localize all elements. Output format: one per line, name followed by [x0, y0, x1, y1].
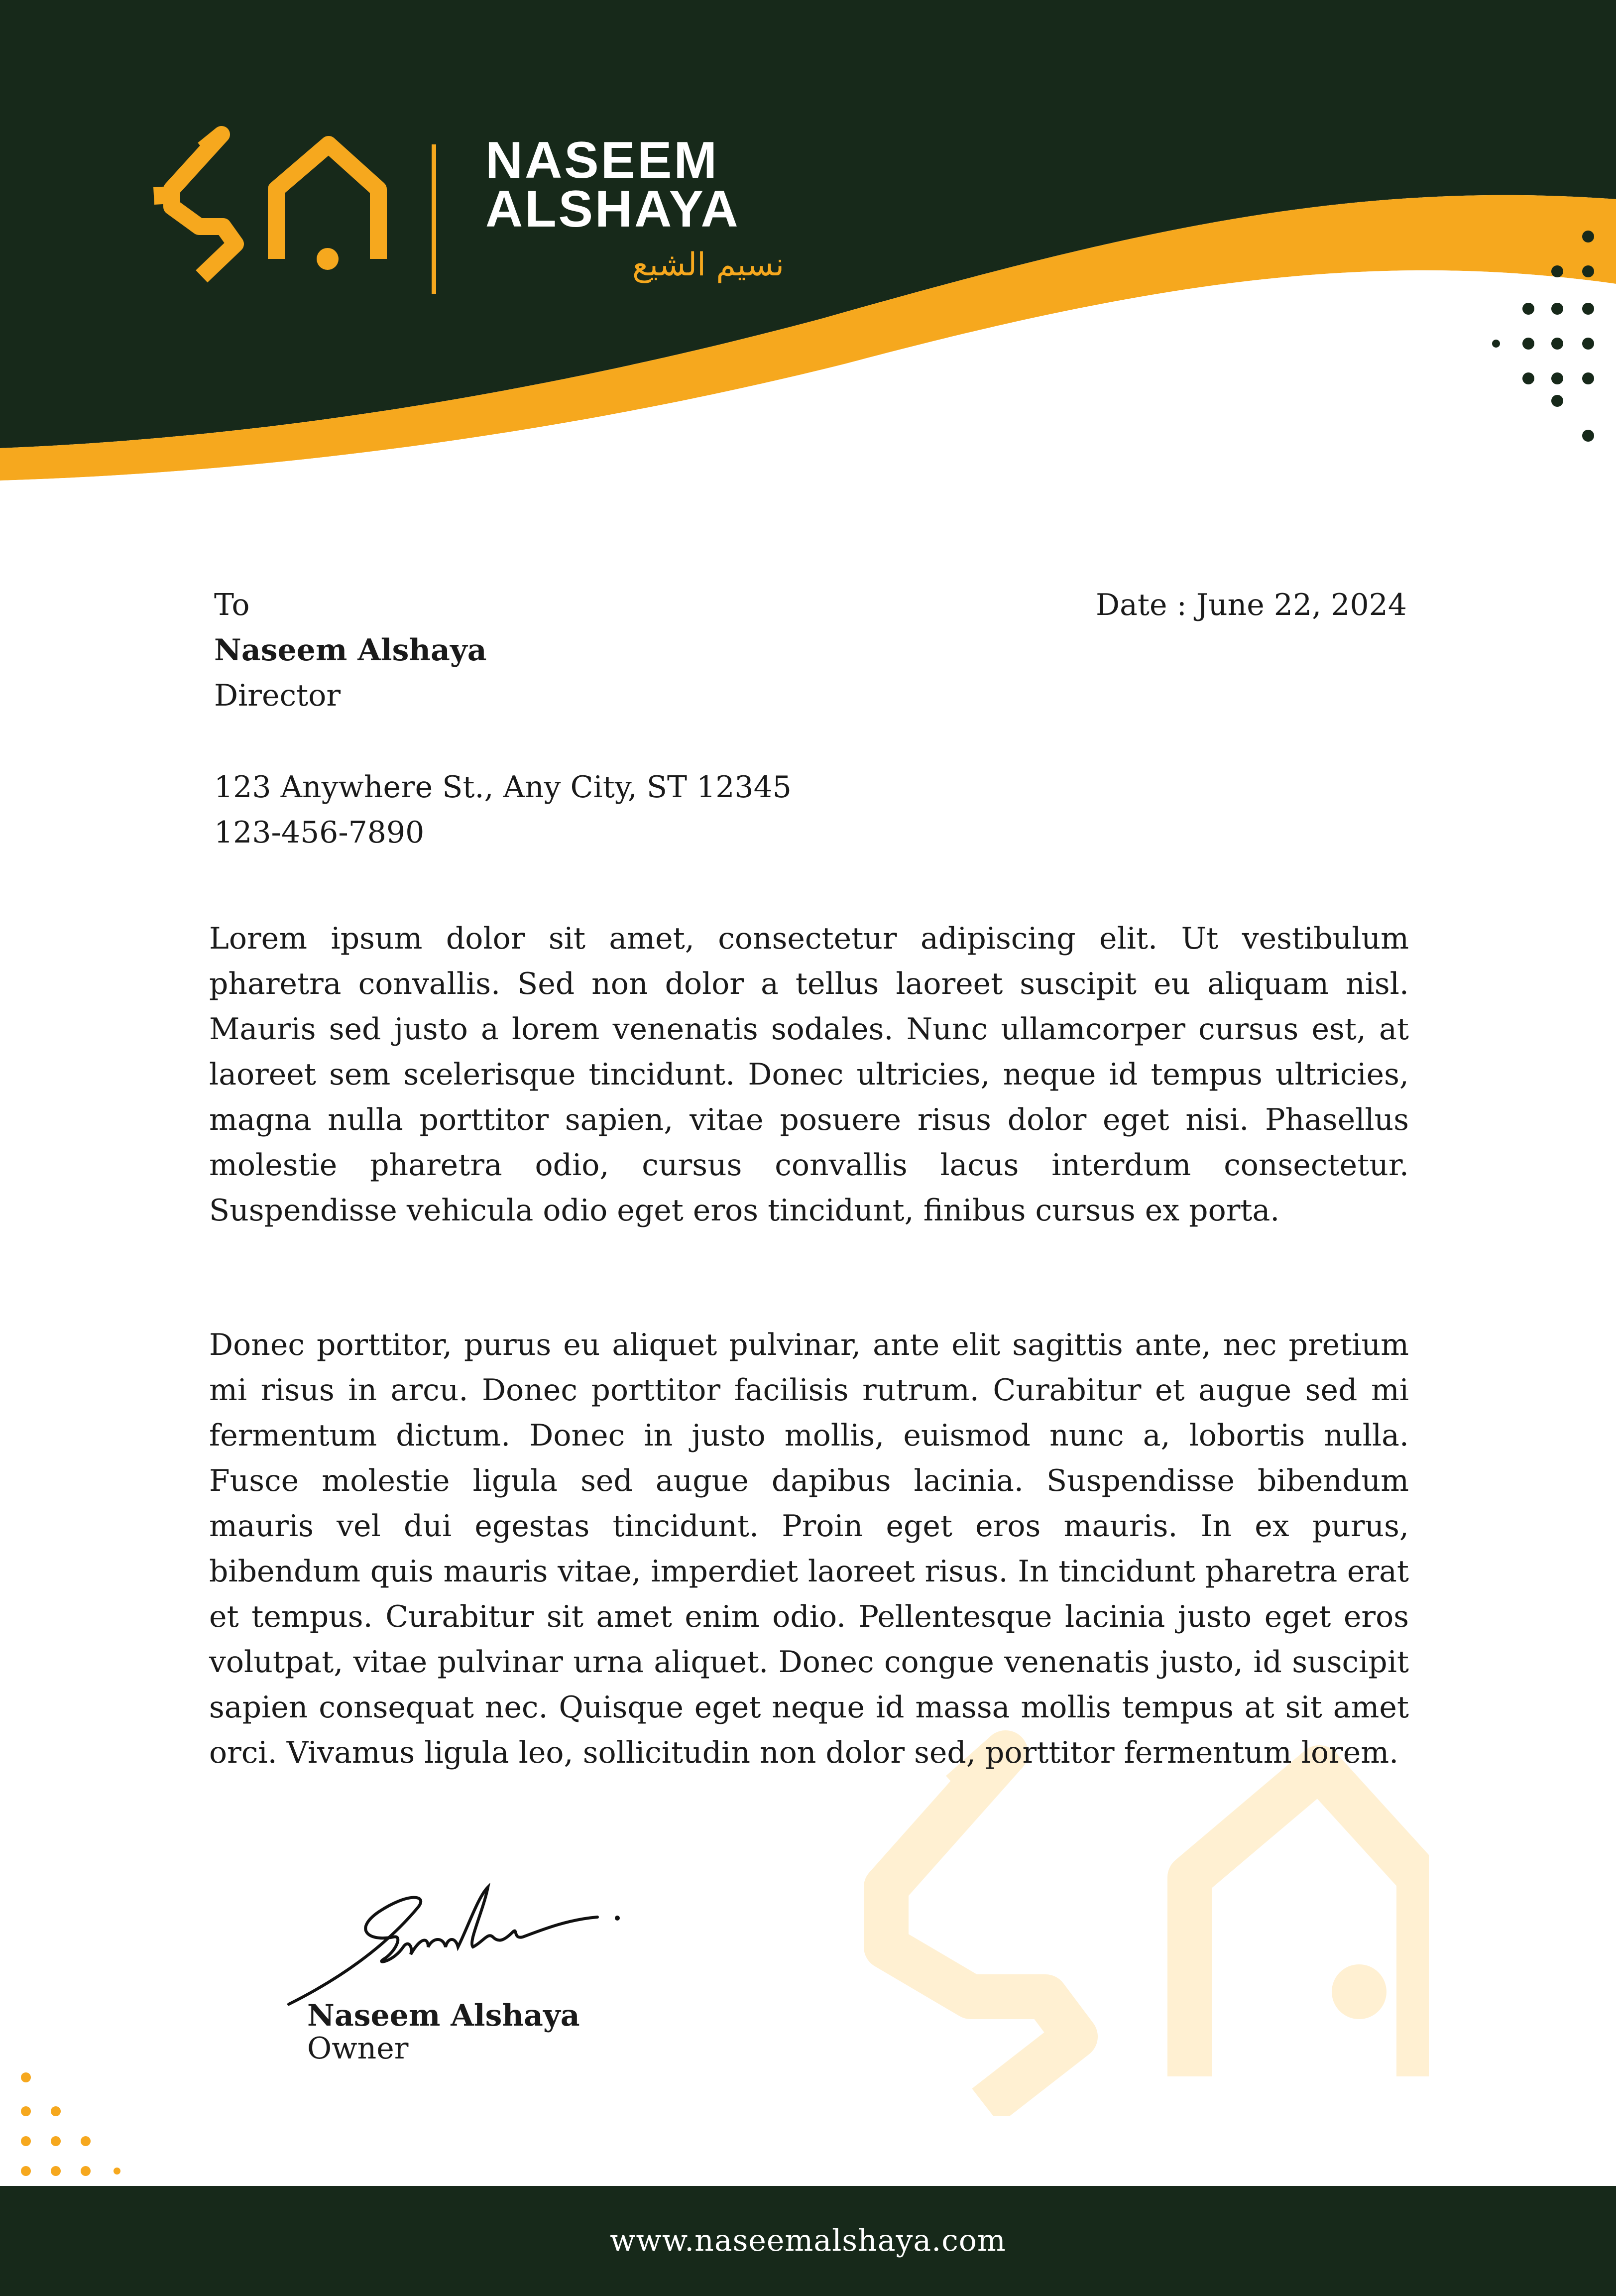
recipient-phone: 123-456-7890 [214, 815, 425, 850]
body-paragraph-2: Donec porttitor, purus eu aliquet pulvinar, ante elit sagittis ante, nec pretium mi risus in arcu. Donec porttitor facilisis rutrum. Curabitur et augue sed mi fermentum dictum. Donec in justo mollis, euismod nunc a, lobortis nulla. Fusce molestie ligula sed augue dapibus lacinia. Suspendisse bibendum mauris vel dui egestas tincidunt. Proin eget eros mauris. In ex purus, bibendum quis mauris vitae, imperdiet laoreet risus. In tincidunt pharetra erat et tempus. Curabitur sit amet enim odio. Pellentesque lacinia justo eget eros volutpat, vitae pulvinar urna aliquet. Donec congue venenatis justo, id suscipit sapien consequat nec. Quisque eget neque id massa mollis tempus at sit amet orci. Vivamus ligula leo, sollicitudin non dolor sed, porttitor fermentum lorem. [209, 1328, 1409, 1770]
recipient-block [214, 583, 487, 719]
brand-name [485, 131, 784, 285]
header-wave-graphic [0, 0, 1616, 498]
brand-name-line1: NASEEM [485, 131, 719, 189]
signature-scribble [279, 1872, 627, 2017]
recipient-title: Director [214, 678, 341, 713]
logo-watermark-icon [841, 1728, 1429, 2116]
recipient-name: Naseem Alshaya [214, 633, 487, 668]
recipient-contact [214, 765, 792, 855]
brand-name-arabic: نسيم الشيع [632, 246, 784, 283]
header-banner [0, 0, 1616, 498]
logo-dot [317, 248, 339, 270]
letter-date: Date : June 22, 2024 [1096, 588, 1407, 622]
signature-block [307, 1999, 580, 2065]
signer-role: Owner [307, 2031, 409, 2066]
logo-divider [432, 144, 436, 294]
brand-name-line2: ALSHAYA [485, 180, 740, 238]
signer-name: Naseem Alshaya [307, 1998, 580, 2033]
body-paragraph-1: Lorem ipsum dolor sit amet, consectetur adipiscing elit. Ut vestibulum pharetra convallis. Sed non dolor a tellus laoreet suscipit eu aliquam nisl. Mauris sed justo a lorem venenatis sodales. Nunc ullamcorper cursus est, at laoreet sem scelerisque tincidunt. Donec ultricies, neque id tempus ultricies, magna nulla porttitor sapien, vitae posuere risus dolor eget nisi. Phasellus molestie pharetra odio, cursus convallis lacus interdum consectetur. Suspendisse vehicula odio eget eros tincidunt, finibus cursus ex porta. [209, 921, 1409, 1228]
recipient-address: 123 Anywhere St., Any City, ST 12345 [214, 770, 792, 805]
footer-website-link[interactable]: www.naseemalshaya.com [610, 2223, 1006, 2258]
to-label: To [214, 588, 250, 622]
